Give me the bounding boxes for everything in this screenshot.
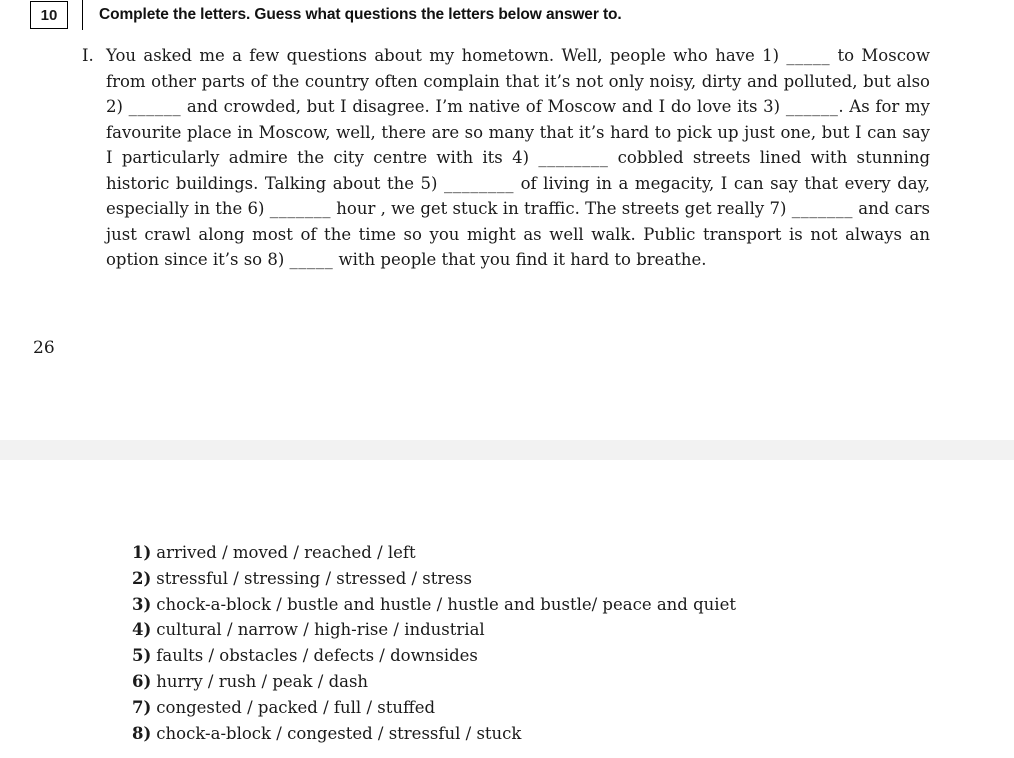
answer-options: faults / obstacles / defects / downsides bbox=[156, 646, 478, 666]
answer-options: hurry / rush / peak / dash bbox=[156, 671, 369, 691]
answer-line bbox=[132, 617, 992, 643]
fill-in-blank[interactable]: ______ bbox=[128, 97, 182, 116]
answer-number: 2) bbox=[132, 568, 152, 588]
task-instruction: Complete the letters. Guess what questions the letters below answer to. bbox=[99, 6, 622, 23]
fill-in-blank[interactable]: _____ bbox=[786, 46, 831, 65]
answer-line bbox=[132, 721, 992, 747]
passage-body: You asked me a few questions about my hometown. Well, people who have 1) _____ to Moscow from other parts of the country often complain that it’s not only noisy, dirty and polluted, but also 2) ______ and crowded, but I disagree. I’m native of Moscow and I do love its 3) ______. As for my favourite place in Moscow, well, there are so many that it’s hard to pick up just one, but I can say I particularly admire the city centre with its 4) ________ cobbled streets lined with stunning historic buildings. Talking about the 5) ________ of living in a megacity, I can say that every day, especially in the 6) _______ hour , we get stuck in traffic. The streets get really 7) _______ and cars just crawl along most of the time so you might as well walk. Public transport is not always an option since it’s so 8) _____ with people that you find it hard to breathe. bbox=[106, 46, 931, 269]
fill-in-blank[interactable]: _______ bbox=[269, 199, 332, 218]
answer-line bbox=[132, 669, 992, 695]
answer-line bbox=[132, 643, 992, 669]
fill-in-blank[interactable]: ________ bbox=[538, 148, 609, 167]
passage-marker: I. bbox=[82, 46, 94, 65]
page-number: 26 bbox=[33, 338, 55, 358]
header-divider bbox=[82, 0, 83, 30]
fill-in-blank[interactable]: ______ bbox=[785, 97, 839, 116]
answer-number: 4) bbox=[132, 620, 152, 640]
fill-in-blank[interactable]: _______ bbox=[791, 199, 853, 218]
fill-in-blank[interactable]: ________ bbox=[444, 173, 515, 193]
answer-line bbox=[132, 540, 992, 566]
answer-options: arrived / moved / reached / left bbox=[156, 543, 416, 562]
answer-line bbox=[132, 695, 992, 721]
answer-options: stressful / stressing / stressed / stress bbox=[156, 568, 472, 588]
answer-line bbox=[132, 566, 992, 592]
answer-key bbox=[132, 540, 992, 746]
answer-number: 6) bbox=[132, 671, 152, 691]
answer-line bbox=[132, 592, 992, 618]
task-number-badge: 10 bbox=[30, 1, 68, 29]
fill-in-blank[interactable]: _____ bbox=[289, 250, 334, 269]
answer-number: 8) bbox=[132, 723, 152, 743]
answer-number: 3) bbox=[132, 594, 152, 614]
task-header bbox=[0, 0, 1014, 30]
answer-options: cultural / narrow / high-rise / industrial bbox=[156, 620, 485, 640]
answer-options: congested / packed / full / stuffed bbox=[156, 697, 436, 717]
passage-text bbox=[82, 43, 931, 273]
answer-options: chock-a-block / bustle and hustle / hustle and bustle/ peace and quiet bbox=[156, 594, 736, 614]
answer-number: 5) bbox=[132, 646, 152, 666]
answer-number: 1) bbox=[132, 543, 152, 562]
section-divider-band bbox=[0, 440, 1014, 460]
answer-number: 7) bbox=[132, 697, 152, 717]
passage-section bbox=[0, 43, 1014, 273]
answer-options: chock-a-block / congested / stressful / stuck bbox=[156, 723, 522, 743]
